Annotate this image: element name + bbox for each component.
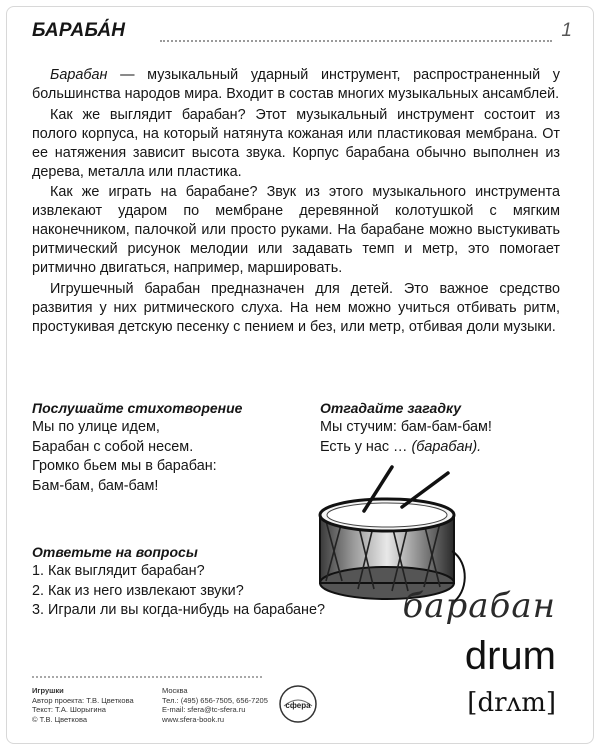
poem-line: Бам-бам, бам-бам! (32, 477, 159, 494)
page-header (32, 18, 572, 48)
publisher-logo (278, 684, 318, 724)
question-item: 2. Как из него извлекают звуки? (32, 582, 244, 599)
footer-series: Игрушки (32, 686, 64, 695)
footer-contacts (162, 686, 282, 724)
poem-line: Громко бьем мы в барабан: (32, 458, 217, 474)
page-number: 1 (561, 20, 572, 41)
riddle-section (320, 400, 570, 457)
word-english: drum (464, 634, 556, 678)
footer-credits (32, 686, 162, 724)
riddle-answer: (барабан). (411, 438, 482, 455)
question-item: 1. Как выглядит барабан? (32, 563, 205, 579)
footer-credit-line: Автор проекта: Т.В. Цветкова (32, 695, 134, 705)
intro-paragraph: Как же выглядит барабан? Этот музыкальный инструмент состоит из полого корпуса, на который натянута кожаная или пластиковая мембрана. От ее натяжения зависит высота звука. Корпус барабана обычно выполнен из дерева, металла или пластика. (32, 106, 560, 180)
footer-city: Москва (162, 686, 188, 695)
footer-credit-line: Текст: Т.А. Шорыгина (32, 705, 106, 714)
footer-website: www.sfera-book.ru (162, 714, 225, 724)
footer-credit-line: © Т.В. Цветкова (32, 714, 88, 724)
questions-heading: Ответьте на вопросы (32, 544, 198, 560)
poem-section (32, 400, 302, 496)
riddle-line: Мы стучим: бам-бам-бам! (320, 419, 492, 435)
riddle-prefix: Есть у нас … (320, 438, 412, 455)
intro-term: Барабан (50, 67, 108, 83)
page-title: БАРАБА́Н (32, 20, 126, 41)
intro-paragraph: Как же играть на барабане? Звук из этого музыкального инструмента извлекают ударом по мембране деревянной колотушкой с мягким наконечником, палочкой или просто руками. На барабане можно выстукивать ритмический рисунок мелодии или задавать темп и метр, это помогает ритмично двигаться, например, маршировать. (32, 184, 560, 277)
svg-text:сфера: сфера (285, 701, 311, 710)
intro-paragraph (32, 66, 560, 104)
poem-line: Барабан с собой несем. (32, 438, 194, 455)
word-russian: барабан (402, 586, 556, 626)
intro-paragraph: Игрушечный барабан предназначен для детей. Это важное средство развития у них ритмического слуха. На нем можно учиться отбивать ритм, простукивая детскую песенку с пением и без, или метр, отбивая доли музыки. (32, 280, 560, 335)
intro-definition: — музыкальный ударный инструмент, распространенный у большинства народов мира. Входит в состав многих музыкальных ансамблей. (32, 67, 560, 102)
poem-heading: Послушайте стихотворение (32, 400, 243, 416)
poem-line: Мы по улице идем, (32, 419, 160, 435)
footer-phone: Тел.: (495) 656-7505, 656-7205 (162, 695, 268, 705)
header-dotted-rule (160, 40, 552, 42)
word-transcription: [drʌm] (467, 688, 556, 718)
footer-dotted-rule (32, 676, 262, 678)
intro-text (32, 66, 560, 339)
riddle-line (320, 438, 570, 458)
question-item: 3. Играли ли вы когда-нибудь на барабане? (32, 602, 325, 618)
footer-email: E-mail: sfera@tc-sfera.ru (162, 705, 246, 714)
riddle-heading: Отгадайте загадку (320, 400, 462, 416)
